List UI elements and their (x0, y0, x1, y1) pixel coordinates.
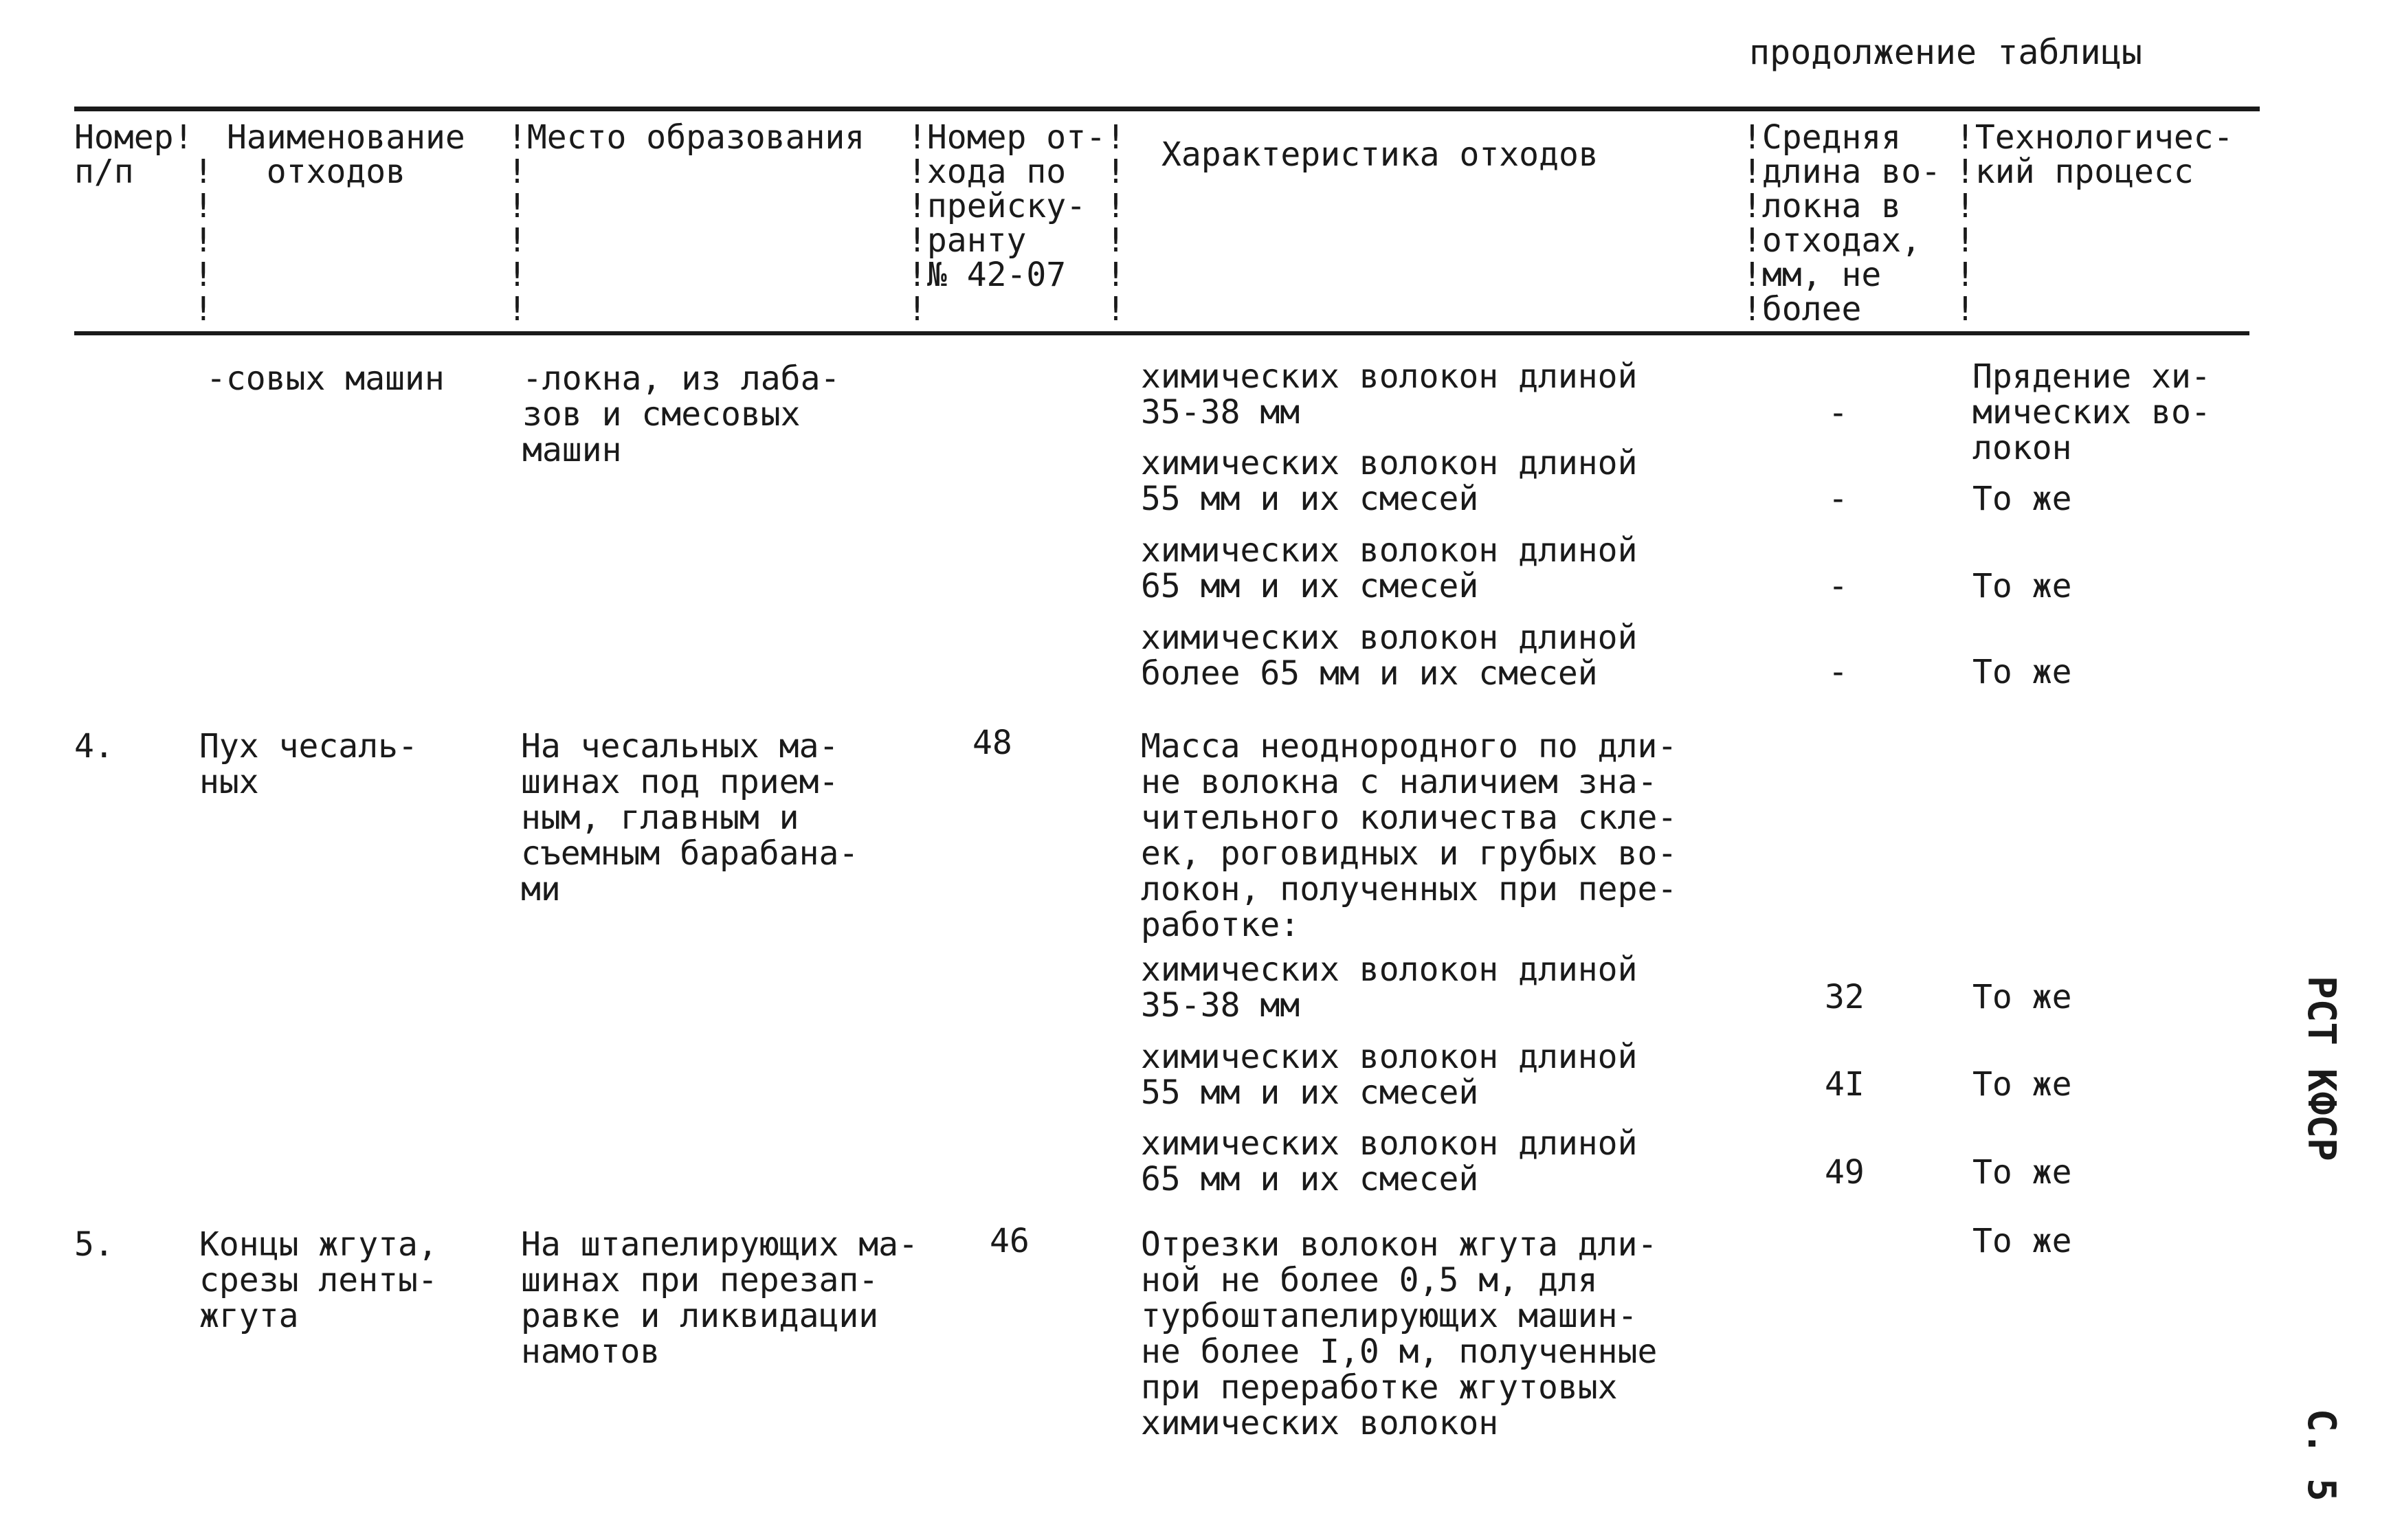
row-5-char: Отрезки волокон жгута дли- ной не более 0,5 м, для турбоштапелирующих машин- не более I,0 м, полученные при переработке жгутовых химических волокон (1141, 1225, 1658, 1442)
row-cont-char-2: химических волокон длиной 55 мм и их смесей (1141, 444, 1638, 518)
row-5-place: На штапелирующих ма- шинах при перезап- равке и ликвидации намотов (521, 1225, 918, 1371)
row-4-place: На чесальных ма- шинах под прием- ным, главным и съемным барабана- ми (521, 727, 859, 908)
row-4-char-intro: Масса неоднородного по дли- не волокна с наличием зна- чительного количества скле- ек, роговидных и грубых во- локон, полученных при пере- работке: (1141, 727, 1678, 944)
row-cont-char-1: химических волокон длиной 35-38 мм (1141, 357, 1638, 432)
row-4-len-1: 32 (1825, 978, 1865, 1016)
row-cont-len-2: - (1828, 480, 1848, 518)
row-cont-len-1: - (1828, 394, 1848, 432)
row-cont-proc-4: То же (1972, 653, 2072, 691)
row-4-len-2: 4I (1825, 1065, 1865, 1104)
row-cont-name: -совых машин (206, 359, 445, 398)
row-4-code: 48 (972, 724, 1012, 762)
row-4-len-3: 49 (1825, 1153, 1865, 1192)
row-cont-proc-2: То же (1972, 480, 2072, 518)
header-place: !Место образования ! ! ! ! ! (507, 118, 865, 328)
row-4-char-2: химических волокон длиной 55 мм и их смесей (1141, 1038, 1638, 1112)
header-top-rule (74, 107, 2260, 111)
row-4-number: 4. (74, 727, 114, 766)
table-caption: продолжение таблицы (1749, 32, 2142, 72)
header-process: !Технологичес- !кий процесс ! ! ! ! (1955, 118, 2234, 328)
page-number: С. 5 (2299, 1409, 2344, 1502)
row-cont-proc-1: Прядение хи- мических во- локон (1972, 357, 2211, 467)
header-characteristic: Характеристика отходов (1161, 135, 1599, 174)
row-4-proc-1: То же (1972, 978, 2072, 1016)
row-5-number: 5. (74, 1225, 114, 1264)
row-4-char-1: химических волокон длиной 35-38 мм (1141, 950, 1638, 1025)
row-5-name: Концы жгута, срезы ленты- жгута (199, 1225, 438, 1335)
header-fiber-length: !Средняя !длина во- !локна в !отходах, !мм, не !более (1742, 118, 1941, 328)
row-4-proc-3: То же (1972, 1153, 2072, 1192)
header-number: Номер! п/п ! ! ! ! ! (74, 118, 214, 328)
row-4-name: Пух чесаль- ных (199, 727, 418, 801)
row-4-char-3: химических волокон длиной 65 мм и их смесей (1141, 1124, 1638, 1198)
row-cont-len-4: - (1828, 653, 1848, 691)
row-cont-len-3: - (1828, 567, 1848, 605)
row-5-code: 46 (990, 1222, 1030, 1260)
row-cont-proc-3: То же (1972, 567, 2072, 605)
header-name: Наименование отходов (227, 118, 465, 191)
row-cont-place: -локна, из лаба- зов и смесовых машин (522, 359, 841, 469)
side-document-label: РСТ КФСР (2299, 976, 2344, 1161)
row-cont-char-3: химических волокон длиной 65 мм и их смесей (1141, 531, 1638, 605)
header-bottom-rule (74, 331, 2249, 335)
row-4-proc-2: То же (1972, 1065, 2072, 1104)
row-5-proc: То же (1972, 1222, 2072, 1260)
row-cont-char-4: химических волокон длиной более 65 мм и их смесей (1141, 618, 1638, 693)
header-code: !Номер от-! !хода по ! !прейску- ! !ранту ! !№ 42-07 ! ! ! (907, 118, 1126, 328)
